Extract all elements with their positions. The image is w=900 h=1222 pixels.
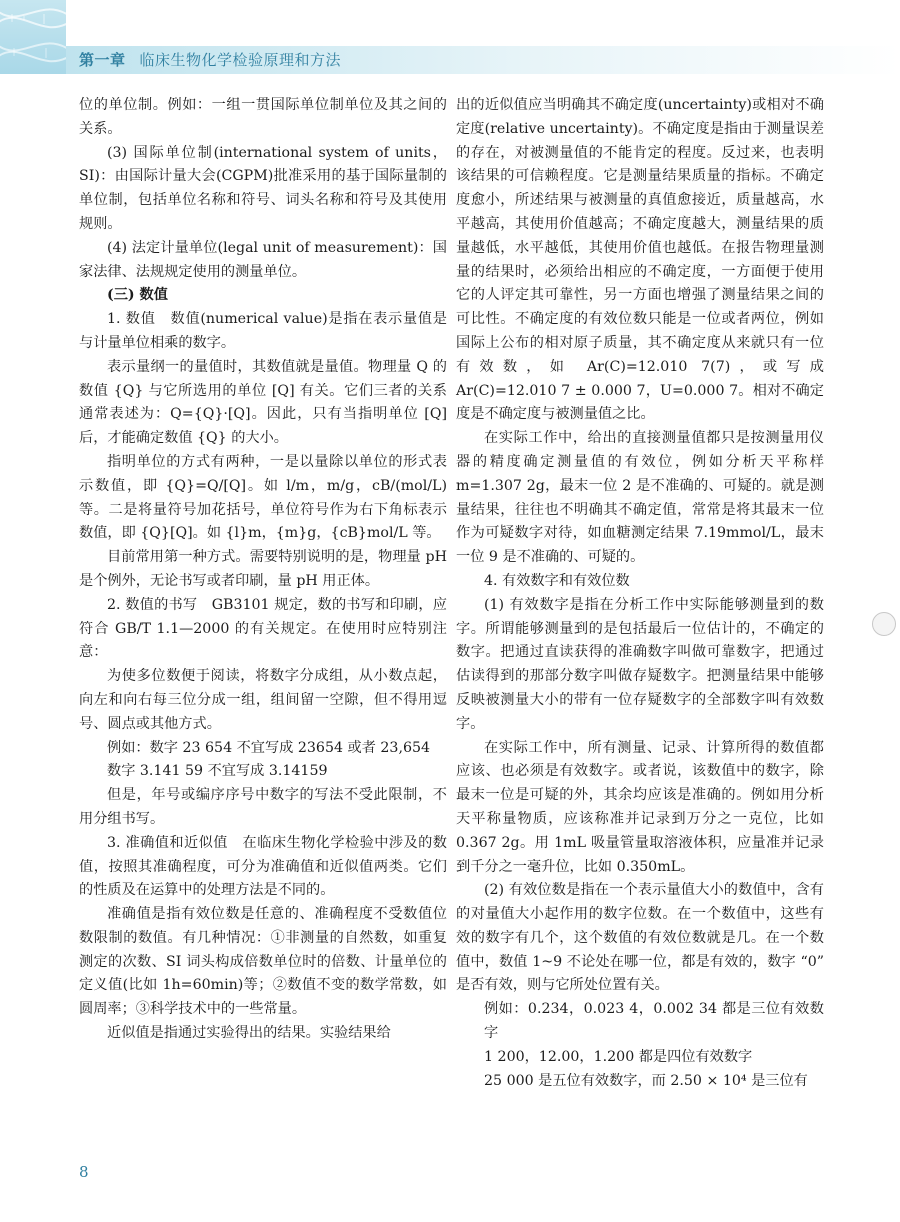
paragraph: 在实际工作中，所有测量、记录、计算所得的数值都应该、也必须是有效数字。或者说，该数值中的数字，除最末一位是可疑的外，其余均应该是准确的。例如用分析天平称量物质，应该称准并记录到万分之一克位，比如 0.367 2g。用 1mL 吸量管量取溶液体积，应量准并记录到千分之一毫升位，比如 0.350mL。 [456, 739, 824, 875]
subsection-heading: 4. 有效数字和有效位数 [484, 572, 630, 589]
paragraph: (4) 法定计量单位(legal unit of measurement)：国家法律、法规规定使用的测量单位。 [79, 239, 447, 280]
running-header [79, 49, 341, 70]
paragraph: 在实际工作中，给出的直接测量值都只是按测量用仪器的精度确定测量值的有效位，例如分析天平称样 m=1.307 2g，最末一位 2 是不准确的、可疑的。就是测量结果，往往也不明确其不确定值，常常是将其最末一位作为可疑数字对待，如血糖测定结果 7.19mmol/L，最末一位 9 是不准确的、可疑的。 [456, 430, 824, 566]
paragraph: 出的近似值应当明确其不确定度(uncertainty)或相对不确定度(relative uncertainty)。不确定度是指由于测量误差的存在，对被测量值的不能肯定的程度。反过来，也表明该结果的可信赖程度。它是测量结果质量的指标。不确定度愈小，所述结果与被测量的真值愈接近，质量越高，水平越高，其使用价值越高；不确定度越大，测量结果的质量越低，水平越低，其使用价值也越低。在报告物理量测量的结果时，必须给出相应的不确定度，一方面便于使用它的人评定其可靠性，另一方面也增强了测量结果之间的可比性。不确定度的有效位数只能是一位或者两位，例如国际上公布的相对原子质量，其不确定度从来就只有一位有效数，如 Ar(C)=12.010 7(7)，或写成 Ar(C)=12.010 7 ± 0.000 7，U=0.000 7。相对不确定度是不确定度与被测量值之比。 [456, 97, 824, 423]
paragraph: 3. 准确值和近似值 在临床生物化学检验中涉及的数值，按照其准确程度，可分为准确值和近似值两类。它们的性质及在运算中的处理方法是不同的。 [79, 834, 447, 899]
paragraph: 近似值是指通过实验得出的结果。实验结果给 [107, 1025, 391, 1042]
paragraph: 1. 数值 数值(numerical value)是指在表示量值是与计量单位相乘的数字。 [79, 311, 447, 351]
example-line: 例如：数字 23 654 不宜写成 23654 或者 23,654 [107, 739, 431, 756]
example-line: 数字 3.141 59 不宜写成 3.14159 [107, 763, 328, 780]
paragraph: 为使多位数便于阅读，将数字分成组，从小数点起，向左和向右每三位分成一组，组间留一空隙，但不得用逗号、圆点或其他方式。 [79, 668, 447, 732]
chapter-title: 临床生物化学检验原理和方法 [139, 51, 342, 69]
paragraph: 准确值是指有效位数是任意的、准确程度不受数值位数限制的数值。有几种情况：①非测量的自然数，如重复测定的次数、SI 词头构成倍数单位时的倍数、计量单位的定义值(比如 1h=60min)等；②数值不变的数学常数，如圆周率；③科学技术中的一些常量。 [79, 906, 447, 1018]
paragraph: (1) 有效数字是指在分析工作中实际能够测量到的数字。所谓能够测量到的是包括最后一位估计的，不确定的数字。把通过直读获得的准确数字叫做可靠数字，把通过估读得到的那部分数字叫做存疑数字。把测量结果中能够反映被测量大小的带有一位存疑数字的全部数字叫有效数字。 [456, 596, 824, 732]
paragraph: 表示量纲一的量值时，其数值就是量值。物理量 Q 的数值 {Q} 与它所选用的单位 [Q] 有关。它们三者的关系通常表述为：Q={Q}·[Q]。因此，只有当指明单位 [Q] 后，才能确定数值 {Q} 的大小。 [79, 358, 447, 447]
paragraph: (3) 国际单位制(international system of units，SI)：由国际计量大会(CGPM)批准采用的基于国际量制的单位制，包括单位名称和符号、词头名称和符号及其使用规则。 [79, 144, 447, 232]
example-line: 例如：0.234，0.023 4，0.002 34 都是三位有效数字 [484, 1001, 824, 1042]
paragraph: 位的单位制。例如：一组一贯国际单位制单位及其之间的关系。 [79, 97, 447, 137]
page-header [0, 0, 900, 80]
paragraph: 指明单位的方式有两种，一是以量除以单位的形式表示数值，即 {Q}=Q/[Q]。如 l/m，m/g，cB/(mol/L) 等。二是将量符号加花括号，单位符号作为右下角标表示数值，即 {Q}[Q]。如 {l}m，{m}g，{cB}mol/L 等。 [79, 453, 447, 542]
margin-marker-icon [872, 612, 896, 636]
dna-helix-decoration [0, 0, 66, 74]
paragraph: (2) 有效位数是指在一个表示量值大小的数值中，含有的对量值大小起作用的数字位数。在一个数值中，这些有效的数字有几个，这个数值的有效位数就是几。在一个数值中，数值 1~9 不论处在哪一位，都是有效的，数字 “0” 是否有效，则与它所处位置有关。 [456, 882, 824, 994]
paragraph: 但是，年号或编序序号中数字的写法不受此限制，不用分组书写。 [79, 787, 447, 827]
chapter-label: 第一章 [79, 51, 126, 69]
section-heading: (三) 数值 [107, 287, 168, 304]
left-column [79, 94, 447, 1046]
example-line: 1 200，12.00，1.200 都是四位有效数字 [484, 1048, 753, 1065]
example-line: 25 000 是五位有效数字，而 2.50 × 10⁴ 是三位有 [484, 1072, 808, 1089]
paragraph: 目前常用第一种方式。需要特别说明的是，物理量 pH 是个例外，无论书写或者印刷，量 pH 用正体。 [79, 549, 447, 589]
right-column [456, 94, 824, 1093]
paragraph: 2. 数值的书写 GB3101 规定，数的书写和印刷，应符合 GB/T 1.1—2000 的有关规定。在使用时应特别注意： [79, 596, 447, 661]
page-number: 8 [79, 1163, 89, 1181]
